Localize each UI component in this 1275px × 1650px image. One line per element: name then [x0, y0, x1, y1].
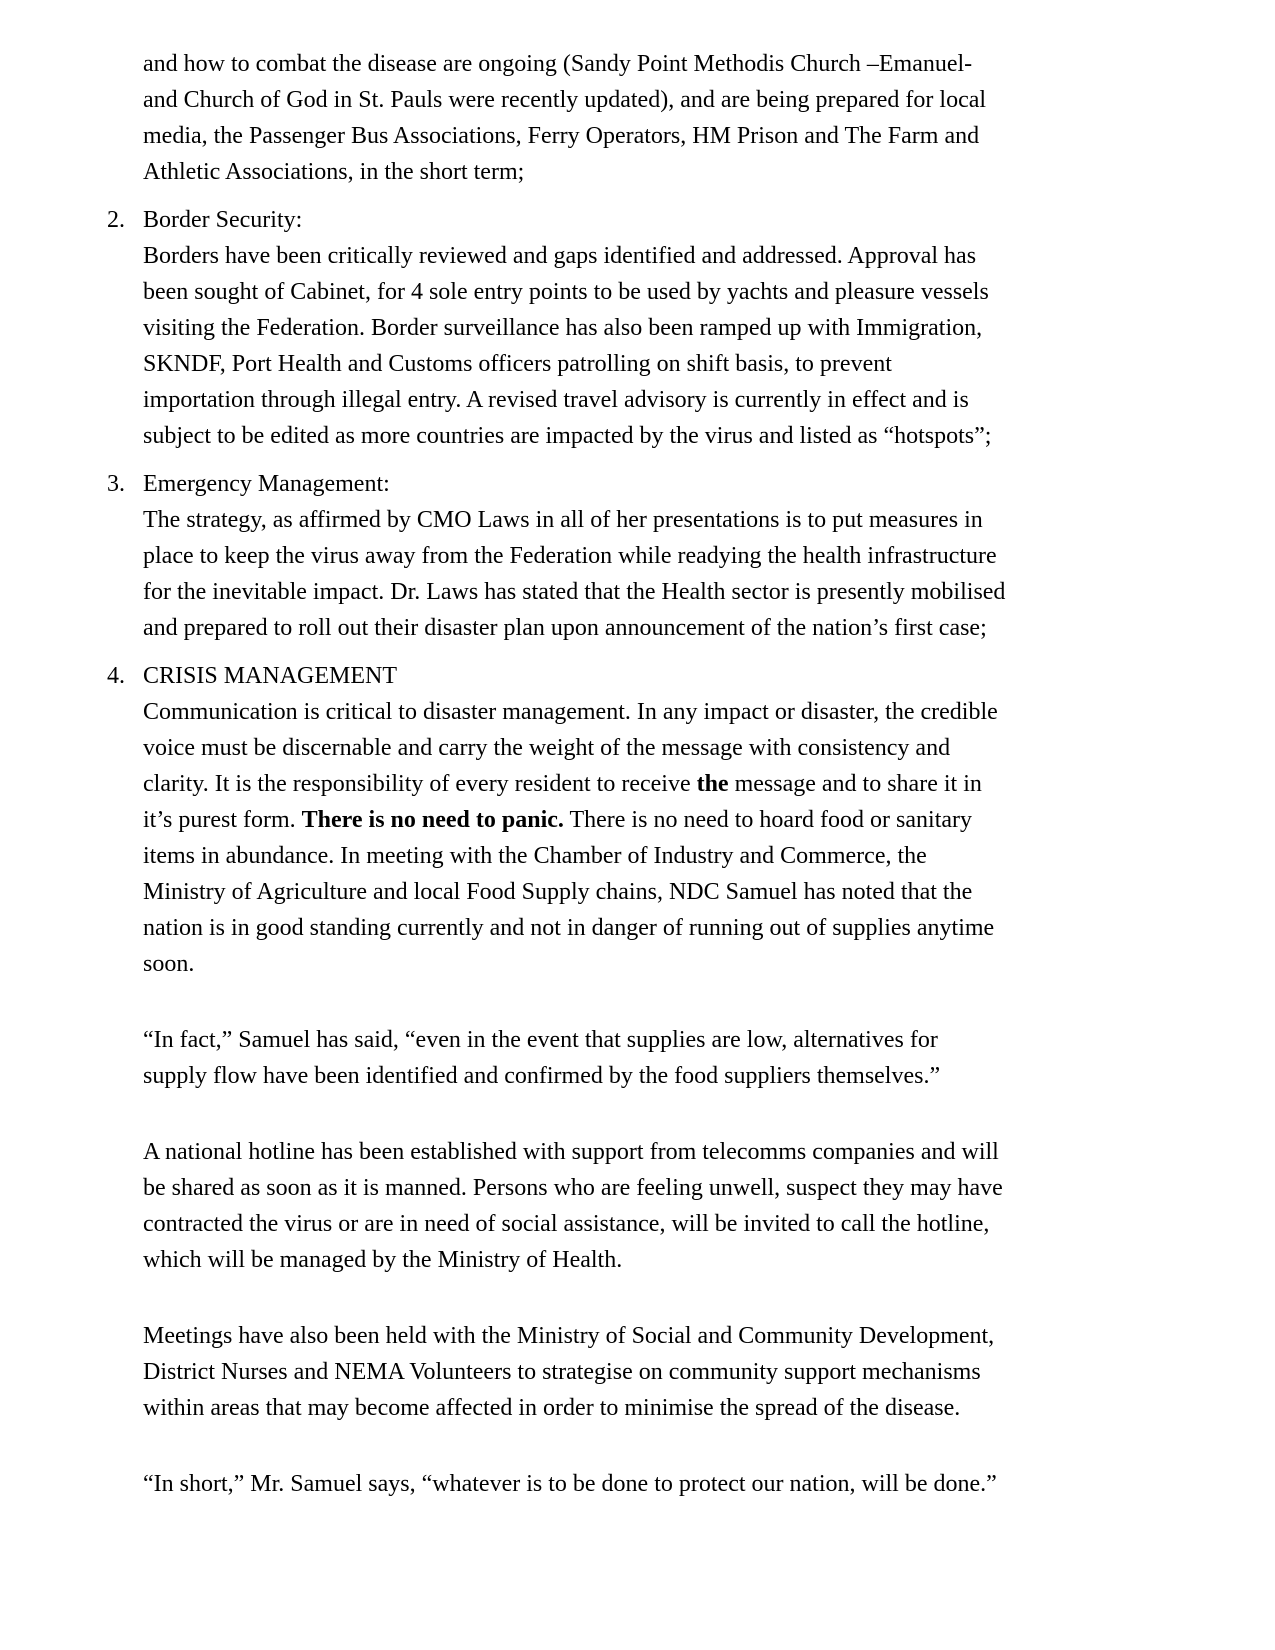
blank-line	[107, 982, 1200, 1022]
text-segment: contracted the virus or are in need of social assistance, will be invited to call the hotline,	[143, 1211, 990, 1237]
blank-line	[107, 1278, 1200, 1318]
text-line	[143, 802, 1200, 838]
text-segment: A national hotline has been established with support from telecomms companies and will	[143, 1139, 999, 1165]
text-line	[143, 1134, 1200, 1170]
list-number: 2.	[107, 207, 125, 233]
text-line	[143, 574, 1200, 610]
text-line	[143, 238, 1200, 274]
text-segment: visiting the Federation. Border surveillance has also been ramped up with Immigration,	[143, 315, 983, 341]
text-segment: message and to share it in	[728, 771, 982, 797]
text-segment: soon.	[143, 951, 195, 977]
text-segment: “In fact,” Samuel has said, “even in the event that supplies are low, alternatives for	[143, 1027, 938, 1053]
text-segment: be shared as soon as it is manned. Persons who are feeling unwell, suspect they may have	[143, 1175, 1003, 1201]
text-line	[143, 1058, 1200, 1094]
text-segment: items in abundance. In meeting with the Chamber of Industry and Commerce, the	[143, 843, 927, 869]
text-segment: Emergency Management:	[143, 471, 390, 497]
meetings-paragraph	[143, 1318, 1200, 1426]
text-segment: which will be managed by the Ministry of Health.	[143, 1247, 623, 1273]
text-line	[143, 694, 1200, 730]
text-line	[143, 946, 1200, 982]
text-line	[143, 610, 1200, 646]
text-line	[143, 538, 1200, 574]
text-segment: Communication is critical to disaster management. In any impact or disaster, the credible	[143, 699, 998, 725]
text-line	[143, 1170, 1200, 1206]
text-line	[143, 1206, 1200, 1242]
text-segment: Ministry of Agriculture and local Food Supply chains, NDC Samuel has noted that the	[143, 879, 973, 905]
text-line	[143, 1242, 1200, 1278]
text-line	[143, 310, 1200, 346]
text-line	[143, 730, 1200, 766]
text-line	[143, 838, 1200, 874]
blank-line	[107, 1426, 1200, 1466]
list-number: 3.	[107, 471, 125, 497]
text-segment: The strategy, as affirmed by CMO Laws in all of her presentations is to put measures in	[143, 507, 983, 533]
text-line	[143, 658, 1200, 694]
text-segment: “In short,” Mr. Samuel says, “whatever is to be done to protect our nation, will be done.”	[143, 1471, 997, 1497]
text-line	[143, 418, 1200, 454]
text-line	[143, 46, 1200, 82]
text-segment: Athletic Associations, in the short term;	[143, 159, 525, 185]
text-line	[143, 1466, 1200, 1502]
text-segment: it’s purest form.	[143, 807, 302, 833]
national-hotline-paragraph	[143, 1134, 1200, 1278]
text-segment: place to keep the virus away from the Federation while readying the health infrastructure	[143, 543, 997, 569]
bold-text-segment: the	[696, 771, 729, 797]
text-segment: importation through illegal entry. A revised travel advisory is currently in effect and is	[143, 387, 969, 413]
text-line	[143, 1318, 1200, 1354]
text-segment: Border Security:	[143, 207, 303, 233]
text-segment: There is no need to hoard food or sanitary	[563, 807, 973, 833]
text-line	[143, 154, 1200, 190]
text-line	[143, 1022, 1200, 1058]
list-number: 4.	[107, 663, 125, 689]
intro-continuation-paragraph	[143, 46, 1200, 190]
text-line	[143, 766, 1200, 802]
quote-in-fact-paragraph	[143, 1022, 1200, 1094]
blank-line	[107, 1094, 1200, 1134]
list-item-border-security	[107, 202, 1200, 454]
text-line	[143, 502, 1200, 538]
text-line	[143, 1354, 1200, 1390]
text-segment: media, the Passenger Bus Associations, Ferry Operators, HM Prison and The Farm and	[143, 123, 980, 149]
text-line	[143, 1390, 1200, 1426]
quote-in-short-paragraph	[143, 1466, 1200, 1502]
text-segment: and Church of God in St. Pauls were recently updated), and are being prepared for local	[143, 87, 987, 113]
text-line	[143, 346, 1200, 382]
text-line	[143, 910, 1200, 946]
text-line	[143, 118, 1200, 154]
list-item-crisis-management	[107, 658, 1200, 982]
text-segment: for the inevitable impact. Dr. Laws has stated that the Health sector is presently mobilised	[143, 579, 1006, 605]
text-segment: within areas that may become affected in order to minimise the spread of the disease.	[143, 1395, 961, 1421]
text-line	[143, 874, 1200, 910]
text-segment: clarity. It is the responsibility of every resident to receive	[143, 771, 697, 797]
text-segment: and prepared to roll out their disaster plan upon announcement of the nation’s first case;	[143, 615, 987, 641]
text-segment: SKNDF, Port Health and Customs officers patrolling on shift basis, to prevent	[143, 351, 892, 377]
text-segment: been sought of Cabinet, for 4 sole entry points to be used by yachts and pleasure vessels	[143, 279, 989, 305]
text-segment: Meetings have also been held with the Ministry of Social and Community Development,	[143, 1323, 995, 1349]
text-segment: Borders have been critically reviewed and gaps identified and addressed. Approval has	[143, 243, 977, 269]
list-item-emergency-management	[107, 466, 1200, 646]
text-line	[143, 82, 1200, 118]
text-segment: supply flow have been identified and confirmed by the food suppliers themselves.”	[143, 1063, 941, 1089]
text-segment: voice must be discernable and carry the weight of the message with consistency and	[143, 735, 951, 761]
bold-text-segment: There is no need to panic.	[301, 807, 564, 833]
text-segment: District Nurses and NEMA Volunteers to strategise on community support mechanisms	[143, 1359, 981, 1385]
text-segment: subject to be edited as more countries are impacted by the virus and listed as “hotspots”;	[143, 423, 992, 449]
text-segment: and how to combat the disease are ongoing (Sandy Point Methodis Church –Emanuel-	[143, 51, 973, 77]
text-line	[143, 274, 1200, 310]
text-line	[143, 202, 1200, 238]
text-line	[143, 466, 1200, 502]
text-segment: CRISIS MANAGEMENT	[143, 663, 398, 689]
text-line	[143, 382, 1200, 418]
text-segment: nation is in good standing currently and not in danger of running out of supplies anytime	[143, 915, 995, 941]
